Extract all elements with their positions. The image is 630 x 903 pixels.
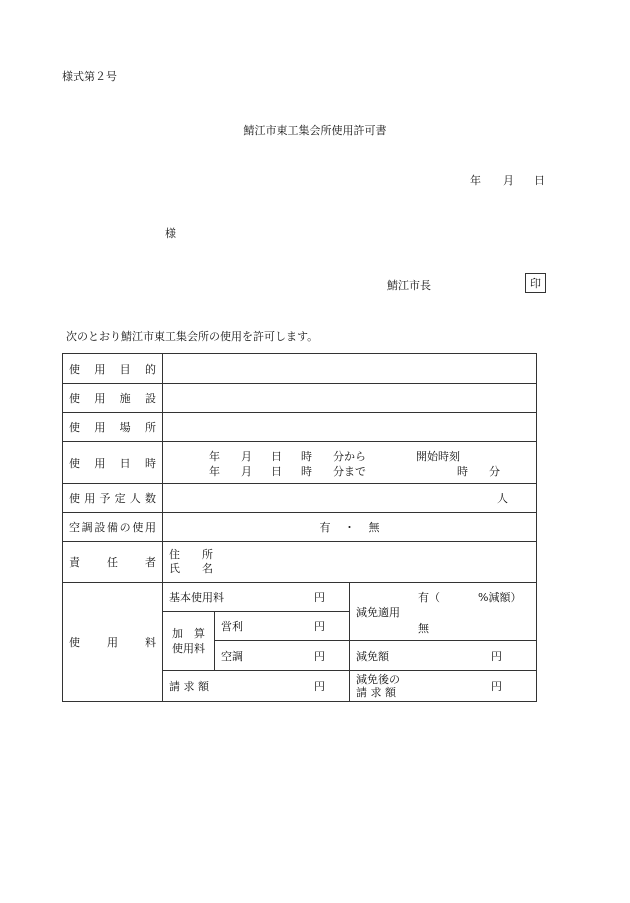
label-people: 使用予定人数 [63, 484, 163, 513]
people-unit: 人 [497, 492, 509, 505]
date-year: 年 [470, 174, 481, 187]
dt2-day: 日 [271, 465, 282, 478]
billing-label: 請 求 額 [169, 680, 209, 693]
cell-basic-fee[interactable] [163, 583, 350, 612]
row-aircon [63, 513, 537, 542]
billing-yen: 円 [314, 680, 325, 693]
dt2-month: 月 [241, 465, 252, 478]
basic-fee-label: 基本使用料 [169, 591, 224, 604]
billing-after-label-1: 減免後の [356, 673, 400, 686]
document-title: 鯖江市東工集会所使用許可書 [243, 124, 387, 137]
additional-fee-label-2: 使用料 [172, 642, 205, 655]
commercial-yen: 円 [314, 620, 325, 633]
permit-table [62, 353, 537, 702]
dt1-day: 日 [271, 450, 282, 463]
label-responsible: 責 任 者 [63, 542, 163, 583]
commercial-label: 営利 [221, 620, 243, 633]
dt2-start-minute: 分 [489, 465, 500, 478]
label-facility: 使 用 施 設 [63, 384, 163, 413]
dt1-min-from: 分から [333, 450, 366, 463]
basic-fee-yen: 円 [314, 591, 325, 604]
aircon-separator: ・ [344, 521, 355, 534]
aircon-fee-label: 空調 [221, 649, 243, 663]
label-place: 使 用 場 所 [63, 413, 163, 442]
issuer-name: 鯖江市長 [387, 279, 431, 292]
dt2-year: 年 [209, 465, 220, 478]
value-people[interactable] [163, 484, 537, 513]
responsible-name-label: 氏 名 [169, 562, 213, 575]
cell-exemption-apply[interactable] [350, 583, 537, 641]
date-day: 日 [534, 174, 545, 187]
dt1-hour: 時 [301, 450, 312, 463]
row-purpose [63, 354, 537, 384]
billing-after-label-2: 請 求 額 [356, 686, 396, 699]
row-datetime [63, 442, 537, 484]
aircon-fee-yen: 円 [314, 649, 325, 663]
aircon-yes[interactable]: 有 [319, 521, 331, 534]
exemption-no[interactable]: 無 [418, 622, 429, 635]
row-facility [63, 384, 537, 413]
value-responsible[interactable] [163, 542, 537, 583]
responsible-address-label: 住 所 [169, 548, 213, 561]
cell-commercial-fee[interactable] [215, 612, 350, 641]
row-place [63, 413, 537, 442]
dt1-year: 年 [209, 450, 220, 463]
label-fee: 使 用 料 [63, 583, 163, 702]
row-fee-basic [63, 583, 537, 612]
exemption-yes[interactable]: 有（ [418, 591, 440, 604]
form-number: 様式第２号 [62, 70, 117, 83]
value-purpose[interactable] [163, 354, 537, 384]
exemption-amount-label: 減免額 [356, 649, 389, 663]
addressee-suffix: 様 [165, 227, 176, 240]
cell-aircon-fee[interactable] [215, 641, 350, 671]
dt1-month: 月 [241, 450, 252, 463]
value-datetime[interactable] [163, 442, 537, 484]
label-datetime: 使 用 日 時 [63, 442, 163, 484]
dt2-hour: 時 [301, 465, 312, 478]
dt2-start-hour: 時 [457, 465, 468, 478]
dt1-start-time: 開始時刻 [416, 450, 460, 463]
date-month: 月 [503, 174, 514, 187]
value-place[interactable] [163, 413, 537, 442]
aircon-no[interactable]: 無 [368, 521, 380, 534]
row-people [63, 484, 537, 513]
label-aircon: 空調設備の使用 [63, 513, 163, 542]
value-facility[interactable] [163, 384, 537, 413]
cell-additional-fee-label [163, 612, 215, 671]
cell-billing[interactable] [163, 671, 350, 702]
cell-billing-after[interactable] [350, 671, 537, 702]
seal-mark: 印 [525, 273, 546, 293]
exemption-percent: %減額） [478, 591, 522, 604]
exemption-apply-label: 減免適用 [356, 606, 400, 619]
cell-exemption-amount[interactable] [350, 641, 537, 671]
exemption-amount-yen: 円 [491, 649, 503, 663]
dt2-min-until: 分まで [333, 465, 366, 478]
row-responsible [63, 542, 537, 583]
label-purpose: 使 用 目 的 [63, 354, 163, 384]
additional-fee-label-1: 加 算 [172, 627, 205, 640]
billing-after-yen: 円 [491, 680, 503, 693]
value-aircon[interactable] [163, 513, 537, 542]
intro-text: 次のとおり鯖江市東工集会所の使用を許可します。 [66, 330, 319, 343]
